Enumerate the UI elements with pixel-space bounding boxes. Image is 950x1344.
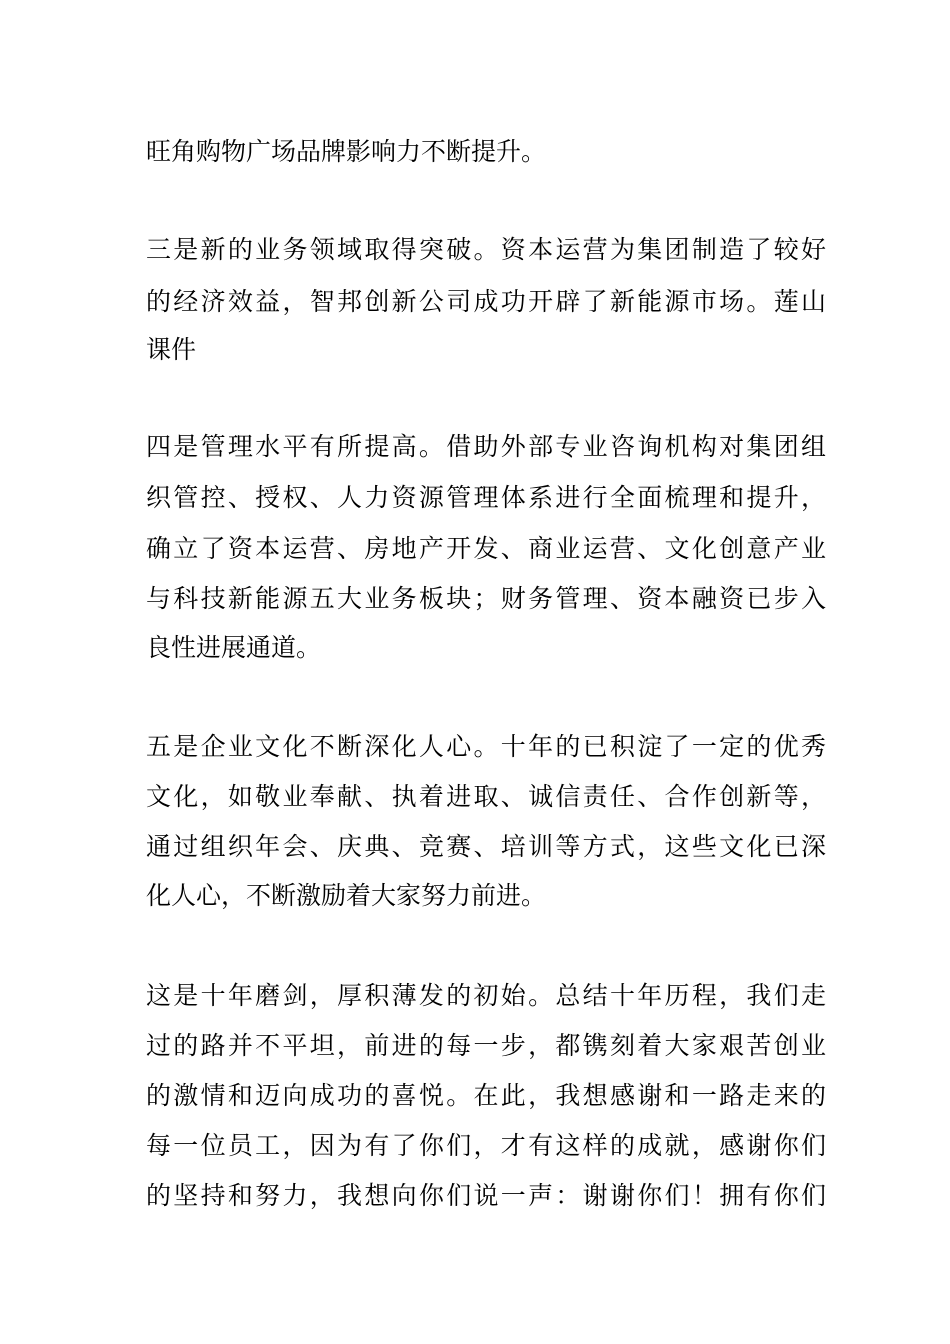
text-line: 织管控、授权、人力资源管理体系进行全面梳理和提升，: [146, 483, 826, 512]
text-line: 的经济效益，智邦创新公司成功开辟了新能源市场。莲山: [146, 287, 826, 316]
text-line: 旺角购物广场品牌影响力不断提升。: [146, 137, 547, 166]
text-line: 化人心，不断激励着大家努力前进。: [146, 881, 547, 910]
text-line: 四是管理水平有所提高。借助外部专业咨询机构对集团组: [146, 432, 826, 461]
text-line: 过的路并不平坦，前进的每一步，都镌刻着大家艰苦创业: [146, 1031, 826, 1060]
text-line: 每一位员工，因为有了你们，才有这样的成就，感谢你们: [146, 1131, 826, 1160]
text-line: 课件: [146, 335, 197, 364]
text-line: 确立了资本运营、房地产开发、商业运营、文化创意产业: [146, 534, 826, 563]
text-line: 的坚持和努力，我想向你们说一声：谢谢你们！拥有你们: [146, 1181, 826, 1210]
text-line: 三是新的业务领域取得突破。资本运营为集团制造了较好: [146, 235, 826, 264]
text-line: 这是十年磨剑，厚积薄发的初始。总结十年历程，我们走: [146, 981, 826, 1010]
text-line: 良性进展通道。: [146, 633, 322, 662]
text-line: 与科技新能源五大业务板块；财务管理、资本融资已步入: [146, 584, 826, 613]
text-line: 文化，如敬业奉献、执着进取、诚信责任、合作创新等，: [146, 782, 826, 811]
text-line: 五是企业文化不断深化人心。十年的已积淀了一定的优秀: [146, 732, 826, 761]
text-line: 的激情和迈向成功的喜悦。在此，我想感谢和一路走来的: [146, 1081, 826, 1110]
text-line: 通过组织年会、庆典、竞赛、培训等方式，这些文化已深: [146, 832, 826, 861]
